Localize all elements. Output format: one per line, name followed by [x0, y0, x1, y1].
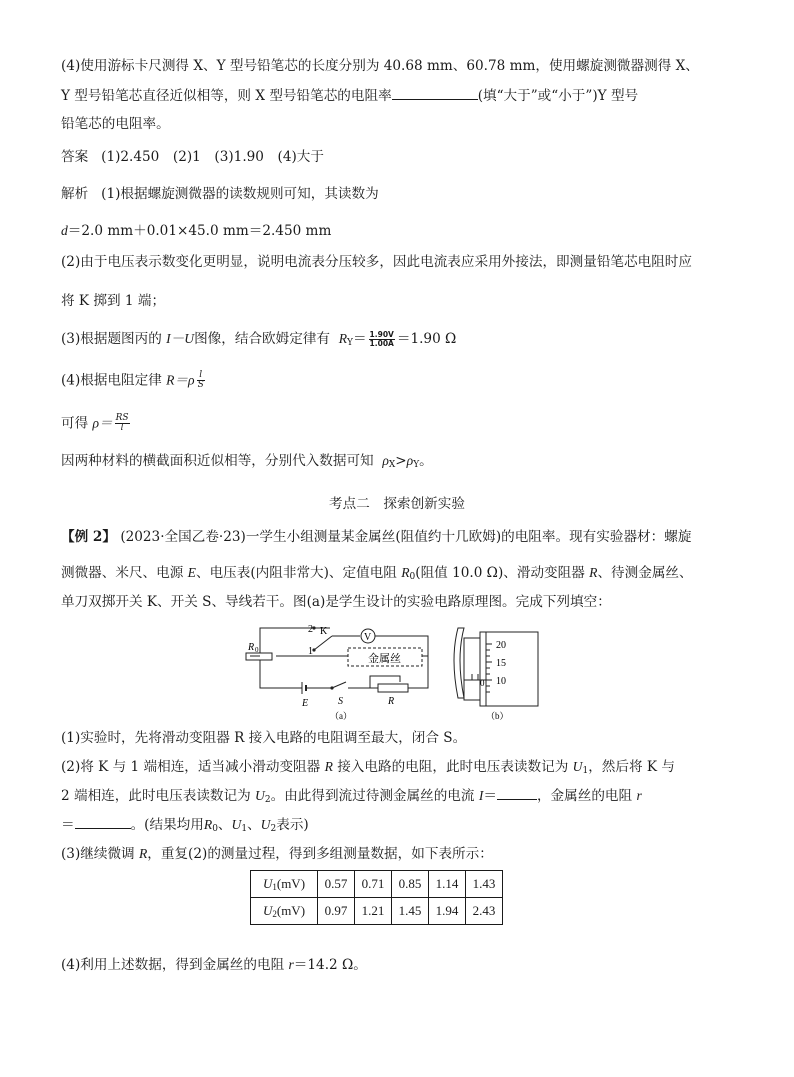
row-header-u1 — [251, 871, 318, 898]
analysis-p1: (1)根据螺旋测微器的读数规则可知，其读数为 — [101, 186, 379, 202]
table-cell: 0.57 — [318, 871, 355, 898]
table-cell: 1.45 — [392, 898, 429, 925]
figure-circuit — [250, 618, 550, 723]
q4-line-1: (4)使用游标卡尺测得 X、Y 型号铅笔芯的长度分别为 40.68 mm、60.78 mm，使用螺旋测微器测得 X、 — [61, 58, 699, 74]
step-1: (1)实验时，先将滑动变阻器 R 接入电路的电阻调至最大，闭合 S。 — [61, 730, 467, 746]
s4-a: (4)利用上述数据，得到金属丝的电阻 — [61, 957, 285, 973]
s2-l3-u1: U — [231, 817, 242, 832]
p6-rho-x: ρ — [382, 453, 389, 468]
p6-rho-y: ρ — [406, 453, 414, 468]
label-r0: R — [248, 642, 255, 653]
s2-l2-c: ＝ — [483, 788, 497, 804]
micrometer-sleeve — [464, 638, 480, 700]
analysis-p2-line-1: (2)由于电压表示数变化更明显，说明电流表分压较多，因此电流表应采用外接法，即测量铅笔芯电阻时应 — [61, 254, 692, 270]
p6-text: 因两种材料的横截面积近似相等，分别代入数据可知 — [61, 453, 374, 469]
q4-answer-blank[interactable] — [392, 99, 478, 100]
u1-label: U — [262, 876, 273, 891]
node-s — [330, 686, 333, 689]
table-row — [251, 871, 503, 898]
table-cell: 0.71 — [355, 871, 392, 898]
table-cell: 1.94 — [429, 898, 466, 925]
s2-l3-sep2: 、 — [247, 817, 261, 833]
answer-line — [61, 151, 324, 165]
scale-10: 10 — [496, 676, 506, 687]
analysis-p6 — [61, 454, 433, 470]
example2-line-3: 单刀双掷开关 K、开关 S、导线若干。图(a)是学生设计的实验电路原理图。完成下列填空： — [61, 594, 611, 610]
resistance-blank[interactable] — [75, 828, 131, 829]
step-2-line-3 — [61, 818, 309, 834]
u1-unit: (mV) — [276, 876, 306, 891]
switch-s-blade — [332, 682, 346, 688]
example2-line-2 — [61, 566, 693, 582]
switch-k-blade — [314, 636, 332, 650]
q4-line-2-text-b: (填“大于”或“小于”)Y 型号 — [477, 88, 639, 104]
s3-a: (3)继续微调 — [61, 846, 135, 862]
right-wire — [410, 656, 428, 688]
e2-l2-a: 测微器、米尺、电源 — [61, 565, 184, 581]
micrometer-thimble — [480, 632, 538, 706]
u2-label: U — [262, 903, 273, 918]
step-2-line-2 — [61, 789, 642, 805]
s2-l1-c: ，然后将 K 与 — [588, 759, 675, 775]
s2-l3-sep1: 、 — [217, 817, 232, 833]
s2-l2-i: I — [478, 788, 484, 803]
s2-l2-d: ，金属丝的电阻 — [536, 788, 633, 804]
p3-eq: ＝ — [352, 330, 367, 347]
row-header-u2 — [251, 898, 318, 925]
s2-l2-r: r — [636, 788, 642, 803]
s2-l1-r: R — [324, 759, 333, 774]
s4-r: r — [288, 957, 294, 972]
micrometer-frame — [454, 628, 464, 698]
e2-l2-r0-sub: 0 — [409, 572, 416, 582]
p3-den: 1.00A — [369, 338, 394, 348]
e2-l2-r: R — [589, 565, 598, 580]
p3-iu: I－U — [166, 330, 195, 346]
p3-text-b: 图像，结合欧姆定律有 — [194, 330, 331, 347]
p3-fraction — [369, 331, 395, 348]
scale-15: 15 — [496, 658, 506, 669]
label-wire: 金属丝 — [368, 653, 401, 665]
label-n2: 2 — [308, 624, 313, 635]
p4-fraction — [197, 371, 205, 391]
table-cell: 1.43 — [466, 871, 503, 898]
s2-l3-u2-sub: 2 — [270, 824, 277, 834]
p4-num: l — [197, 371, 205, 381]
label-n1: 1 — [308, 646, 313, 657]
example2-line-1 — [61, 531, 691, 545]
u2-unit: (mV) — [276, 903, 306, 918]
s2-l2-u: U — [255, 788, 265, 803]
p4-den: S — [197, 380, 204, 391]
s2-l3-r0: R — [203, 817, 213, 832]
p3-ry-sub: Y — [347, 337, 353, 348]
analysis-p3 — [61, 331, 456, 348]
step-4 — [61, 958, 367, 973]
s2-l2-u-sub: 2 — [264, 795, 271, 805]
label-e: E — [302, 698, 309, 709]
label-s: S — [338, 696, 343, 707]
s2-l3-b: 。(结果均用 — [130, 817, 204, 833]
answer-items: (1)2.450 (2)1 (3)1.90 (4)大于 — [101, 149, 324, 165]
example2-tag: 【例 2】 — [61, 529, 116, 545]
table-cell: 1.21 — [355, 898, 392, 925]
table-cell: 0.97 — [318, 898, 355, 925]
p3-ry: R — [338, 330, 347, 346]
s3-b: ，重复(2)的测量过程，得到多组测量数据，如下表所示： — [147, 846, 493, 862]
label-v: V — [364, 632, 372, 643]
table-cell: 2.43 — [466, 898, 503, 925]
table-row — [251, 898, 503, 925]
s2-l3-a: ＝ — [61, 817, 75, 833]
measurement-table — [250, 870, 503, 925]
p6-end: 。 — [419, 453, 433, 469]
e2-l2-c: (阻值 10.0 Ω)、滑动变阻器 — [415, 565, 585, 581]
e2-l2-e: E — [187, 565, 196, 580]
p4-formula: R＝ρ — [166, 372, 195, 388]
e2-l2-b: 、电压表(内阻非常大)、定值电阻 — [195, 565, 397, 581]
s2-l3-u1-sub: 1 — [241, 824, 248, 834]
p5-formula: ρ＝ — [92, 415, 113, 431]
p5-den: l — [120, 423, 124, 434]
analysis-p5 — [61, 414, 132, 434]
step-3 — [61, 847, 493, 862]
s2-l1-u: U — [572, 759, 583, 774]
step-2-line-1 — [61, 760, 675, 776]
analysis-line-1 — [61, 188, 379, 202]
answer-label: 答案 — [61, 149, 89, 165]
s2-l1-b: 接入电路的电阻，此时电压表读数记为 — [337, 759, 569, 775]
p4-text-a: (4)根据电阻定律 — [61, 372, 162, 389]
table-cell: 0.85 — [392, 871, 429, 898]
p3-text-a: (3)根据题图丙的 — [61, 330, 162, 347]
q4-line-3: 铅笔芯的电阻率。 — [61, 116, 170, 132]
formula-d: ＝2.0 mm＋0.01×45.0 mm＝2.450 mm — [67, 223, 332, 239]
p6-sub-y: Y — [413, 460, 420, 470]
label-k: K — [320, 626, 328, 637]
scale-20: 20 — [496, 640, 506, 651]
p5-fraction — [115, 414, 130, 434]
current-blank[interactable] — [497, 799, 537, 800]
s2-l3-u2: U — [260, 817, 271, 832]
u2-sub: 2 — [272, 909, 277, 919]
e2-l2-d: 、待测金属丝、 — [597, 565, 693, 581]
s2-l2-a: 2 端相连，此时电压表读数记为 — [61, 788, 251, 804]
rheostat-r — [378, 684, 408, 692]
p3-result: ＝1.90 Ω — [396, 330, 457, 347]
s2-l3-r0-sub: 0 — [212, 824, 218, 834]
p5-text-a: 可得 — [61, 415, 89, 432]
label-b: （b） — [486, 711, 509, 721]
u1-sub: 1 — [272, 882, 277, 892]
e2-l2-r0: R — [401, 565, 410, 580]
example2-line-1-text: (2023·全国乙卷·23)一学生小组测量某金属丝(阻值约十几欧姆)的电阻率。现有实验器材：螺旋 — [120, 529, 692, 545]
label-r0-sub: 0 — [255, 646, 259, 654]
s2-l3-c: 表示) — [276, 817, 309, 833]
q4-line-2 — [61, 90, 638, 104]
q4-line-2-text-a: Y 型号铅笔芯直径近似相等，则 X 型号铅笔芯的电阻率 — [61, 88, 392, 104]
s2-l2-b: 。由此得到流过待测金属丝的电流 — [270, 788, 475, 804]
scale-0: 0 — [480, 678, 485, 688]
analysis-p2-line-2: 将 K 掷到 1 端； — [61, 293, 166, 309]
s2-l1-a: (2)将 K 与 1 端相连，适当减小滑动变阻器 — [61, 759, 321, 775]
analysis-label: 解析 — [61, 186, 89, 202]
section-title: 考点二 探索创新实验 — [329, 496, 465, 512]
p6-gt: > — [395, 453, 407, 469]
label-a: （a） — [330, 711, 352, 721]
s4-b: ＝14.2 Ω。 — [293, 957, 367, 973]
s3-r: R — [138, 846, 148, 861]
label-r: R — [388, 696, 395, 707]
p6-sub-x: X — [388, 460, 396, 470]
analysis-p4 — [61, 371, 207, 391]
var-d: d — [61, 223, 68, 238]
p5-num: RS — [115, 413, 129, 423]
analysis-formula-d — [61, 224, 331, 239]
s2-l1-u-sub: 1 — [582, 766, 589, 776]
table-cell: 1.14 — [429, 871, 466, 898]
p3-num: 1.90V — [369, 330, 394, 339]
